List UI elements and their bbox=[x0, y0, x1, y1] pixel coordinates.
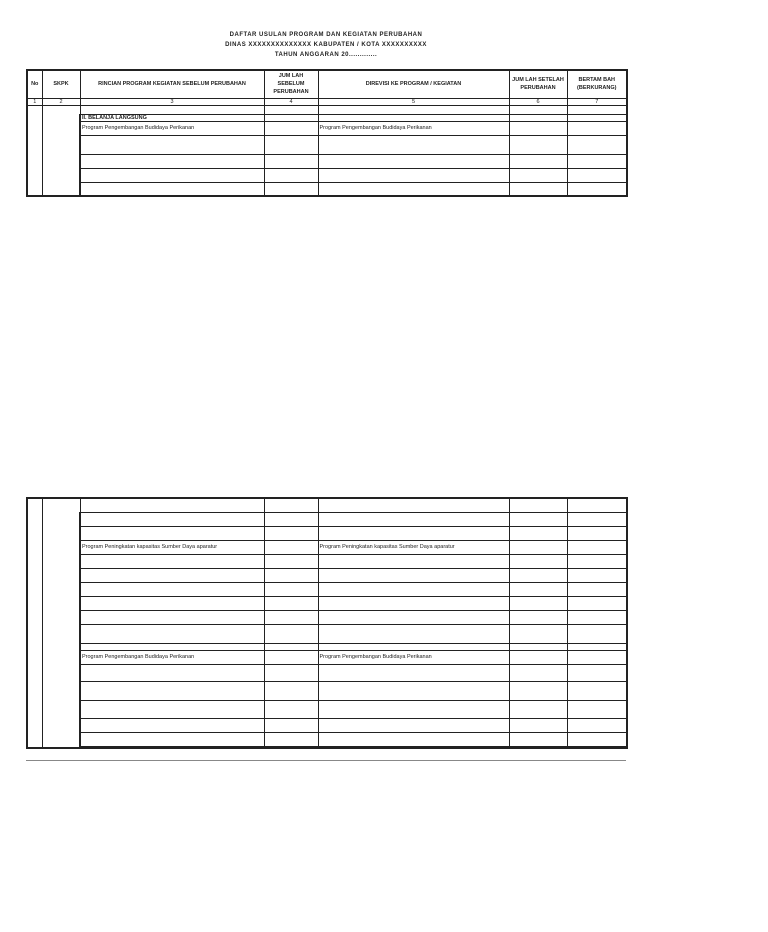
col-number: 1 bbox=[27, 98, 42, 105]
table-row bbox=[27, 718, 627, 732]
table-row bbox=[27, 512, 627, 526]
table-row bbox=[27, 700, 627, 718]
no-cell bbox=[27, 498, 42, 748]
program-before: Program Peningkatan kapasitas Sumber Daya aparatur bbox=[80, 540, 264, 554]
table-row bbox=[27, 746, 627, 748]
table-row bbox=[27, 182, 627, 196]
col-number: 3 bbox=[80, 98, 264, 105]
col-number: 4 bbox=[264, 98, 318, 105]
table-row bbox=[27, 154, 627, 168]
col-number: 7 bbox=[567, 98, 627, 105]
table-row bbox=[27, 650, 627, 664]
header-rincian: RINCIAN PROGRAM KEGIATAN SEBELUM PERUBAHAN bbox=[80, 70, 264, 98]
table-row bbox=[27, 624, 627, 643]
table-row bbox=[27, 664, 627, 681]
col-number: 2 bbox=[42, 98, 80, 105]
section-heading: II. BELANJA LANGSUNG bbox=[80, 114, 264, 121]
header-direvisi: DIREVISI KE PROGRAM / KEGIATAN bbox=[318, 70, 509, 98]
doc-title-line3: TAHUN ANGGARAN 20............. bbox=[274, 52, 378, 58]
table-row bbox=[27, 643, 627, 650]
skpk-cell bbox=[42, 498, 80, 748]
program-revised: Program Peningkatan kapasitas Sumber Daya aparatur bbox=[318, 540, 509, 554]
program-before: Program Pengembangan Budidaya Perikanan bbox=[80, 650, 264, 664]
col-number: 6 bbox=[509, 98, 567, 105]
table-row bbox=[27, 596, 627, 610]
table-row bbox=[27, 114, 627, 121]
column-number-row bbox=[27, 98, 627, 105]
header-skpk: SKPK bbox=[42, 70, 80, 98]
table-row bbox=[27, 168, 627, 182]
header-jumlah-setelah: JUM LAH SETELAH PERUBAHAN bbox=[509, 70, 567, 98]
col-number: 5 bbox=[318, 98, 509, 105]
program-table-bottom bbox=[26, 497, 628, 749]
program-revised: Program Pengembangan Budidaya Perikanan bbox=[318, 121, 509, 135]
doc-title-line2: DINAS XXXXXXXXXXXXXX KABUPATEN / KOTA XXXXXXXXXX bbox=[225, 42, 427, 48]
table-row bbox=[27, 568, 627, 582]
table-row bbox=[27, 681, 627, 700]
skpk-cell bbox=[42, 105, 80, 196]
table-row bbox=[27, 732, 627, 746]
program-before: Program Pengembangan Budidaya Perikanan bbox=[80, 121, 264, 135]
table-row bbox=[27, 121, 627, 135]
header-jumlah-sebelum: JUM LAH SEBELUM PERUBAHAN bbox=[264, 70, 318, 98]
table-row bbox=[27, 610, 627, 624]
page-bottom-rule bbox=[26, 760, 626, 761]
table-row bbox=[27, 526, 627, 540]
table-row bbox=[27, 105, 627, 114]
table-row bbox=[27, 582, 627, 596]
table-row bbox=[27, 540, 627, 554]
header-bertambah: BERTAM BAH (BERKURANG) bbox=[567, 70, 627, 98]
program-table-top bbox=[26, 69, 628, 197]
table-row bbox=[27, 135, 627, 154]
header-no: No bbox=[27, 70, 42, 98]
header-row bbox=[27, 70, 627, 98]
no-cell bbox=[27, 105, 42, 196]
program-revised: Program Pengembangan Budidaya Perikanan bbox=[318, 650, 509, 664]
table-row bbox=[27, 554, 627, 568]
doc-title-line1: DAFTAR USULAN PROGRAM DAN KEGIATAN PERUBAHAN bbox=[229, 32, 423, 38]
table-row bbox=[27, 498, 627, 512]
